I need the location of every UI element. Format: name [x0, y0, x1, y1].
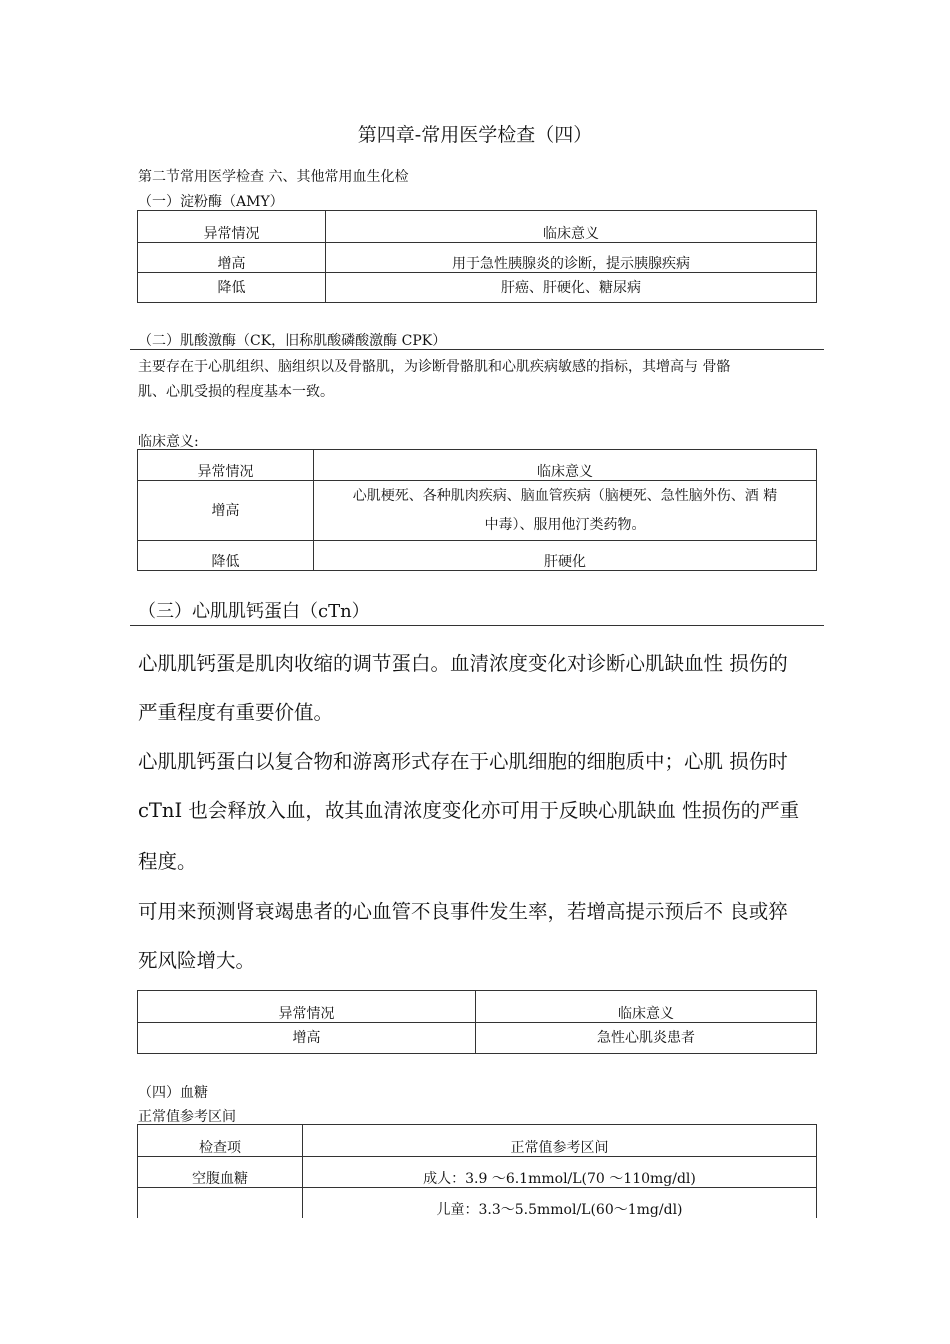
table-cell [138, 1188, 303, 1218]
table-header-cell: 检查项 [138, 1125, 303, 1157]
table-header-cell: 异常情况 [138, 211, 326, 243]
table-cell: 肝硬化 [314, 541, 817, 571]
table-header-cell: 异常情况 [138, 991, 476, 1023]
table-cell: 肝癌、肝硬化、糖尿病 [326, 273, 817, 303]
table-cell: 空腹血糖 [138, 1157, 303, 1188]
cell-line: 心肌梗死、各种肌肉疾病、脑血管疾病（脑梗死、急性脑外伤、酒 精 [352, 487, 778, 504]
table-row [138, 481, 817, 541]
table-cell: 增高 [138, 1023, 476, 1054]
table-header-cell: 临床意义 [326, 211, 817, 243]
section-subtitle: 第二节常用医学检查 六、其他常用血生化检 [138, 169, 409, 185]
table-cell: 成人：3.9 〜6.1mmol/L(70 〜110mg/dl) [303, 1157, 817, 1188]
ctn-line: 心肌肌钙蛋白以复合物和游离形式存在于心肌细胞的细胞质中；心肌 损伤时 [138, 750, 788, 773]
ctn-line: 程度。 [138, 850, 197, 873]
ck-clinical-label: 临床意义: [138, 434, 199, 450]
table-cell: 降低 [138, 541, 314, 571]
table-row [138, 450, 817, 481]
table-cell: 用于急性胰腺炎的诊断，提示胰腺疾病 [326, 243, 817, 273]
table-row [138, 243, 817, 273]
table-row [138, 1188, 817, 1218]
heading-rule [130, 625, 824, 626]
ck-paragraph-line: 主要存在于心肌组织、脑组织以及骨骼肌，为诊断骨骼肌和心肌疾病敏感的指标，其增高与 骨骼 [138, 359, 731, 375]
amy-heading: （一）淀粉酶（AMY） [138, 194, 284, 210]
table-row [138, 1157, 817, 1188]
glucose-subheading: 正常值参考区间 [138, 1109, 236, 1125]
table-cell: 儿童：3.3〜5.5mmol/L(60〜1mg/dl) [303, 1188, 817, 1218]
table-header-cell: 异常情况 [138, 450, 314, 481]
table-header-cell: 临床意义 [314, 450, 817, 481]
table-row [138, 211, 817, 243]
ctn-line: 死风险增大。 [138, 949, 256, 972]
table-row [138, 273, 817, 303]
table-cell: 降低 [138, 273, 326, 303]
table-row [138, 1125, 817, 1157]
table-cell [314, 481, 817, 541]
table-row [138, 1023, 817, 1054]
table-cell: 增高 [138, 243, 326, 273]
ctn-line: 心肌肌钙蛋是肌肉收缩的调节蛋白。血清浓度变化对诊断心肌缺血性 损伤的 [138, 652, 788, 675]
ctn-line: 严重程度有重要价值。 [138, 701, 334, 724]
ctn-table [137, 990, 817, 1054]
table-cell: 急性心肌炎患者 [476, 1023, 817, 1054]
ctn-heading: （三）心肌肌钙蛋白（cTn） [138, 601, 370, 622]
ctn-line: 可用来预测肾衰竭患者的心血管不良事件发生率，若增高提示预后不 良或猝 [138, 900, 788, 923]
cell-line: 中毒）、服用他汀类药物。 [484, 516, 646, 533]
heading-rule [130, 349, 824, 350]
amy-table [137, 210, 817, 303]
table-row [138, 991, 817, 1023]
glucose-table [137, 1124, 817, 1218]
table-cell: 增高 [138, 481, 314, 541]
ctn-line: cTnI 也会释放入血，故其血清浓度变化亦可用于反映心肌缺血 性损伤的严重 [138, 799, 800, 822]
ck-table [137, 449, 817, 571]
glucose-heading: （四）血糖 [138, 1085, 208, 1101]
ck-heading: （二）肌酸激酶（CK，旧称肌酸磷酸激酶 CPK） [138, 333, 447, 349]
page-title: 第四章-常用医学检查（四） [357, 124, 593, 146]
table-header-cell: 临床意义 [476, 991, 817, 1023]
ck-paragraph-line: 肌、心肌受损的程度基本一致。 [138, 384, 334, 400]
table-header-cell: 正常值参考区间 [303, 1125, 817, 1157]
table-row [138, 541, 817, 571]
